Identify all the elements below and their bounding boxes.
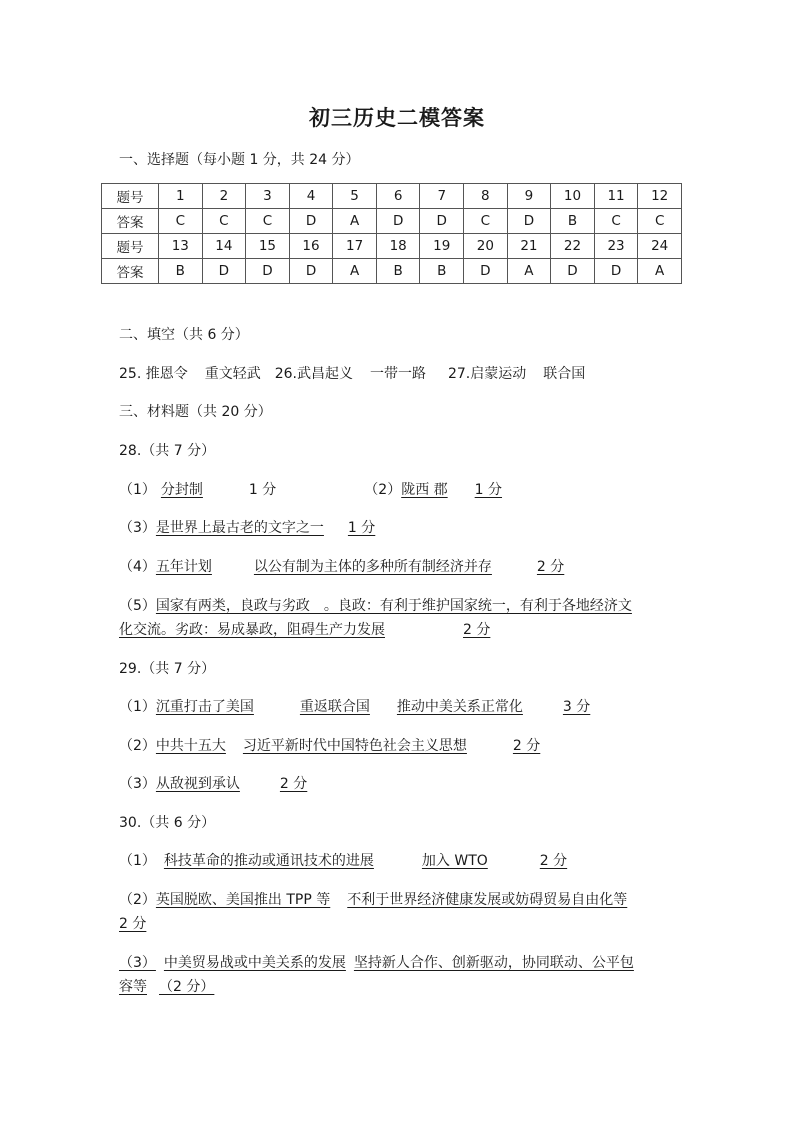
q30-part3-cont	[119, 977, 214, 997]
q28-p3-answer: 是世界上最古老的文字之一 1 分	[155, 520, 376, 536]
answer-cell: C	[202, 209, 246, 234]
q30-heading: 30.（共 6 分）	[119, 815, 216, 831]
row-label-num: 题号	[102, 184, 159, 209]
q30-p3-answer-line1: （3） 中美贸易战或中美关系的发展 坚持新人合作、创新驱动，协同联动、公平包	[119, 955, 634, 971]
num-cell: 5	[333, 184, 377, 209]
answer-cell: D	[420, 209, 464, 234]
answer-table	[101, 183, 682, 284]
page-title: 初三历史二模答案	[309, 106, 485, 130]
num-cell: 3	[246, 184, 290, 209]
q28-p4-label: （4）	[119, 559, 156, 575]
q29-part1	[119, 697, 590, 717]
q30-p2-answer: 英国脱欧、美国推出 TPP 等 不利于世界经济健康发展或妨碍贸易自由化等	[155, 892, 628, 908]
answer-cell: B	[551, 209, 595, 234]
num-cell: 19	[420, 234, 464, 259]
num-cell: 21	[507, 234, 551, 259]
q28-part5	[119, 596, 632, 616]
answer-cell: C	[638, 209, 682, 234]
q29-p2-answer: 中共十五大 习近平新时代中国特色社会主义思想 2 分	[155, 738, 541, 754]
row-label-ans: 答案	[102, 209, 159, 234]
q30-p2-label: （2）	[119, 892, 156, 908]
q29-part2	[119, 736, 540, 756]
q30-part1	[119, 851, 567, 871]
q26-answer-b: 一带一路	[369, 366, 426, 382]
q29-p2-label: （2）	[119, 738, 156, 754]
answer-cell: A	[333, 209, 377, 234]
q28-p1-score: 1 分	[248, 482, 277, 498]
num-cell: 6	[376, 184, 420, 209]
answer-cell: D	[289, 259, 333, 284]
table-row-answers-2	[102, 259, 682, 284]
num-cell: 15	[246, 234, 290, 259]
answer-cell: D	[551, 259, 595, 284]
num-cell: 8	[464, 184, 508, 209]
num-cell: 16	[289, 234, 333, 259]
row-label-num: 题号	[102, 234, 159, 259]
q30-p1-label: （1）	[119, 853, 156, 869]
num-cell: 22	[551, 234, 595, 259]
section2-heading: 二、填空（共 6 分）	[119, 327, 249, 343]
table-row-nums-1	[102, 184, 682, 209]
answer-cell: A	[333, 259, 377, 284]
num-cell: 13	[159, 234, 203, 259]
q28-p1-answer: 分封制	[160, 482, 203, 498]
answer-cell: D	[594, 259, 638, 284]
num-cell: 18	[376, 234, 420, 259]
q29-p1-answer: 沉重打击了美国 重返联合国 推动中美关系正常化 3 分	[155, 699, 591, 715]
q29-p3-answer: 从敌视到承认 2 分	[155, 776, 308, 792]
q30-p2-score: 2 分	[119, 916, 147, 932]
q28-p5-line1: 国家有两类，良政与劣政 。良政：有利于维护国家统一，有利于各地经济文	[155, 598, 632, 614]
q28-p2-label: （2）	[364, 482, 402, 498]
q28-p1-label: （1）	[119, 482, 156, 498]
section3-heading: 三、材料题（共 20 分）	[119, 404, 272, 420]
num-cell: 1	[159, 184, 203, 209]
q29-heading: 29.（共 7 分）	[119, 661, 216, 677]
row-label-ans: 答案	[102, 259, 159, 284]
answer-cell: C	[159, 209, 203, 234]
q29-part3	[119, 774, 307, 794]
q29-p3-label: （3）	[119, 776, 156, 792]
num-cell: 17	[333, 234, 377, 259]
q27-answer-b: 联合国	[543, 366, 586, 382]
q30-part2-cont	[119, 914, 146, 934]
q28-p5-label: （5）	[119, 598, 156, 614]
q26-answer-a: 26.武昌起义	[274, 366, 353, 382]
answer-cell: D	[507, 209, 551, 234]
answer-cell: A	[507, 259, 551, 284]
answer-cell: B	[159, 259, 203, 284]
section1-heading: 一、选择题（每小题 1 分，共 24 分）	[119, 152, 360, 168]
q27-answer-a: 27.启蒙运动	[447, 366, 527, 382]
q28-heading: 28.（共 7 分）	[119, 443, 216, 459]
q28-p2-answer: 陇西 郡 1 分	[401, 482, 503, 498]
q28-p4-answer: 五年计划 以公有制为主体的多种所有制经济并存 2 分	[155, 559, 565, 575]
q29-p1-label: （1）	[119, 699, 156, 715]
answer-cell: B	[376, 259, 420, 284]
fill-blank-answers	[119, 364, 585, 384]
q30-part2	[119, 890, 627, 910]
answer-cell: D	[246, 259, 290, 284]
num-cell: 2	[202, 184, 246, 209]
answer-cell: C	[594, 209, 638, 234]
answer-cell: D	[289, 209, 333, 234]
num-cell: 20	[464, 234, 508, 259]
q30-part3	[119, 953, 634, 973]
num-cell: 11	[594, 184, 638, 209]
num-cell: 24	[638, 234, 682, 259]
answer-cell: A	[638, 259, 682, 284]
q25-answer-a: 25. 推恩令	[119, 366, 188, 382]
num-cell: 4	[289, 184, 333, 209]
num-cell: 10	[551, 184, 595, 209]
q30-p1-answer: 科技革命的推动或通讯技术的进展 加入 WTO 2 分	[163, 853, 568, 869]
q28-part1	[119, 480, 502, 500]
num-cell: 9	[507, 184, 551, 209]
answer-cell: D	[376, 209, 420, 234]
num-cell: 23	[594, 234, 638, 259]
num-cell: 7	[420, 184, 464, 209]
answer-cell: C	[246, 209, 290, 234]
num-cell: 14	[202, 234, 246, 259]
num-cell: 12	[638, 184, 682, 209]
answer-cell: B	[420, 259, 464, 284]
q28-p5-answer: 化交流。劣政：易成暴政，阻碍生产力发展 2 分	[119, 622, 491, 638]
q28-part5-cont	[119, 620, 490, 640]
answer-cell: D	[202, 259, 246, 284]
q25-answer-b: 重文轻武	[204, 366, 261, 382]
answer-cell: D	[464, 259, 508, 284]
q28-p3-label: （3）	[119, 520, 156, 536]
q30-p3-answer-line2: 容等 （2 分）	[119, 979, 215, 995]
q28-part4	[119, 557, 564, 577]
q28-part3	[119, 518, 375, 538]
table-row-answers-1	[102, 209, 682, 234]
table-row-nums-2	[102, 234, 682, 259]
answer-cell: C	[464, 209, 508, 234]
